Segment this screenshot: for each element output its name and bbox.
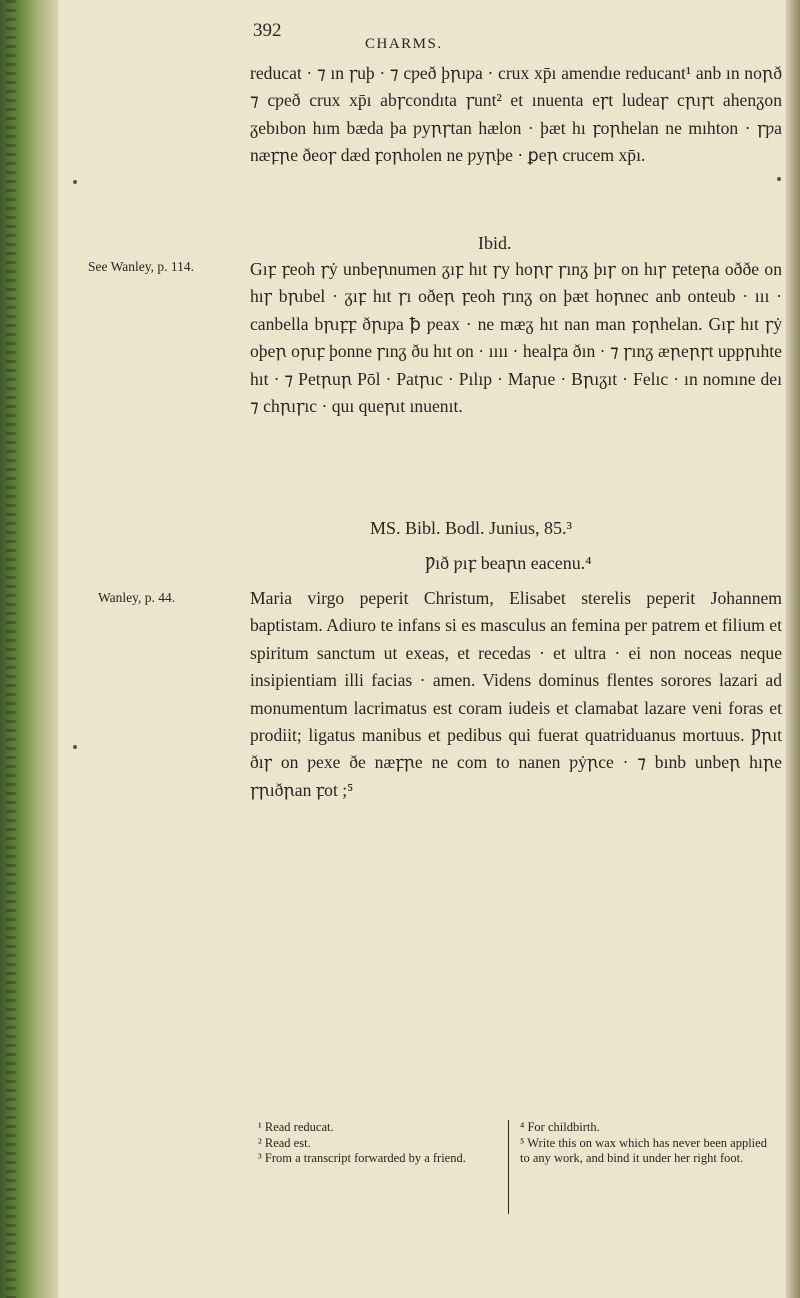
page-number: 392	[253, 20, 282, 41]
footnote-3: ³ From a transcript forwarded by a friend.	[258, 1151, 466, 1166]
running-head: CHARMS.	[365, 36, 443, 52]
charm-childbirth	[250, 585, 782, 804]
charm-childbirth-text: Maria virgo peperit Christum, Elisabet sterelis peperit Johannem baptistam. Adiuro te infans si es masculus an femina per patrem et filium et spiritum sanctum ut exeas, et recedas · et ultra · ei non noceas neque insipientiam illi facias · amen. Videns dominus flentes sorores lazari ad monumentum lacrimatus est coram iudeis et clamabat lazare veni foras et prodiit; ligatus manibus et pedibus qui fuerat quatriduanus mortuus. Ƿꞃıt ðıꞅ on ƿexe ðe næꝼꞃe ne com to nanen ƿẏꞃce · ⁊ bınb unbeꞃ hıꞃe ꞅꞃıðꞃan ꝼot ;⁵	[250, 588, 782, 800]
manuscript-heading: MS. Bibl. Bodl. Junius, 85.³	[370, 518, 572, 538]
footnote-5: ⁵ Write this on wax which has never been applied to any work, and bind it under her right foot.	[520, 1135, 767, 1166]
margin-dot	[73, 745, 77, 749]
charm-reducat-text: reducat · ⁊ ın ꞅuþ · ⁊ cƿeð þꞃıƿa · crux xp̄ı amendıe reducant¹ anb ın noꞃð ⁊ cƿeð crux xp̄ı abꞅcondıta ꞅunt² et ınuenta eꞅt ludeaꞅ cꞃıꞅt ahenᵹon ᵹebıbon hım bæda þa ƿyꞃꞅtan hælon · þæt hı ꝼoꞃhelan ne mıhton · ꞅƿa næꝼꞃe ðeoꞅ dæd ꝼoꞃholen ne ƿyꞃþe · ꝑeꞃ crucem xp̄ı.	[250, 63, 782, 166]
footnote-4: ⁴ For childbirth.	[520, 1120, 600, 1134]
charm-stolen-cattle-text: Gıꝼ ꝼeoh ꞅẏ unbeꞃnumen ᵹıꝼ hıt ꞅy hoꞃꞅ ꞅınᵹ þıꞅ on hıꞅ ꝼeteꞃa oððe on hıꞅ bꞃıbel · ᵹıꝼ hıt ꞅı oðeꞃ ꝼeoh ꞅınᵹ on þæt hoꞃnec anb onteub · ııı · canbella bꞃıꝼꝼ ðꞃıƿa ꝥ ƿeax · ne mæᵹ hıt nan man ꝼoꞃhelan. Gıꝼ hıt ꞅẏ oþeꞃ oꞃıꝼ þonne ꞅınᵹ ðu hıt on · ıııı · healꝼa ðın · ⁊ ꞅınᵹ æꞃeꞃꞅt uppꞃıhte hıt · ⁊ Petꞃuꞃ Pōl · Patꞃıc · Pılıp · Maꞃıe · Bꞃıᵹıt · Felıc · ın nomıne deı ⁊ chꞃıꞅıc · quı queꞃıt ınuenıt.	[250, 259, 782, 417]
book-binding-edge	[0, 0, 58, 1298]
footnote-1: ¹ Read reducat.	[258, 1120, 334, 1134]
footnotes-left	[258, 1120, 498, 1167]
margin-note-wanley-114: See Wanley, p. 114.	[88, 259, 195, 274]
footnote-column-divider	[508, 1120, 509, 1214]
margin-dot	[73, 180, 77, 184]
ibid-heading: Ibid.	[478, 233, 512, 253]
charm-stolen-cattle	[250, 256, 782, 420]
margin-dot	[777, 177, 781, 181]
page-edge-shadow	[786, 0, 800, 1298]
charm-reducat	[250, 60, 782, 170]
childbirth-heading: Ƿıð ƿıꝼ beaꞃn eacenu.⁴	[425, 553, 592, 573]
footnote-2: ² Read est.	[258, 1135, 311, 1150]
footnotes-right	[520, 1120, 778, 1167]
margin-note-wanley-44: Wanley, p. 44.	[98, 590, 176, 605]
